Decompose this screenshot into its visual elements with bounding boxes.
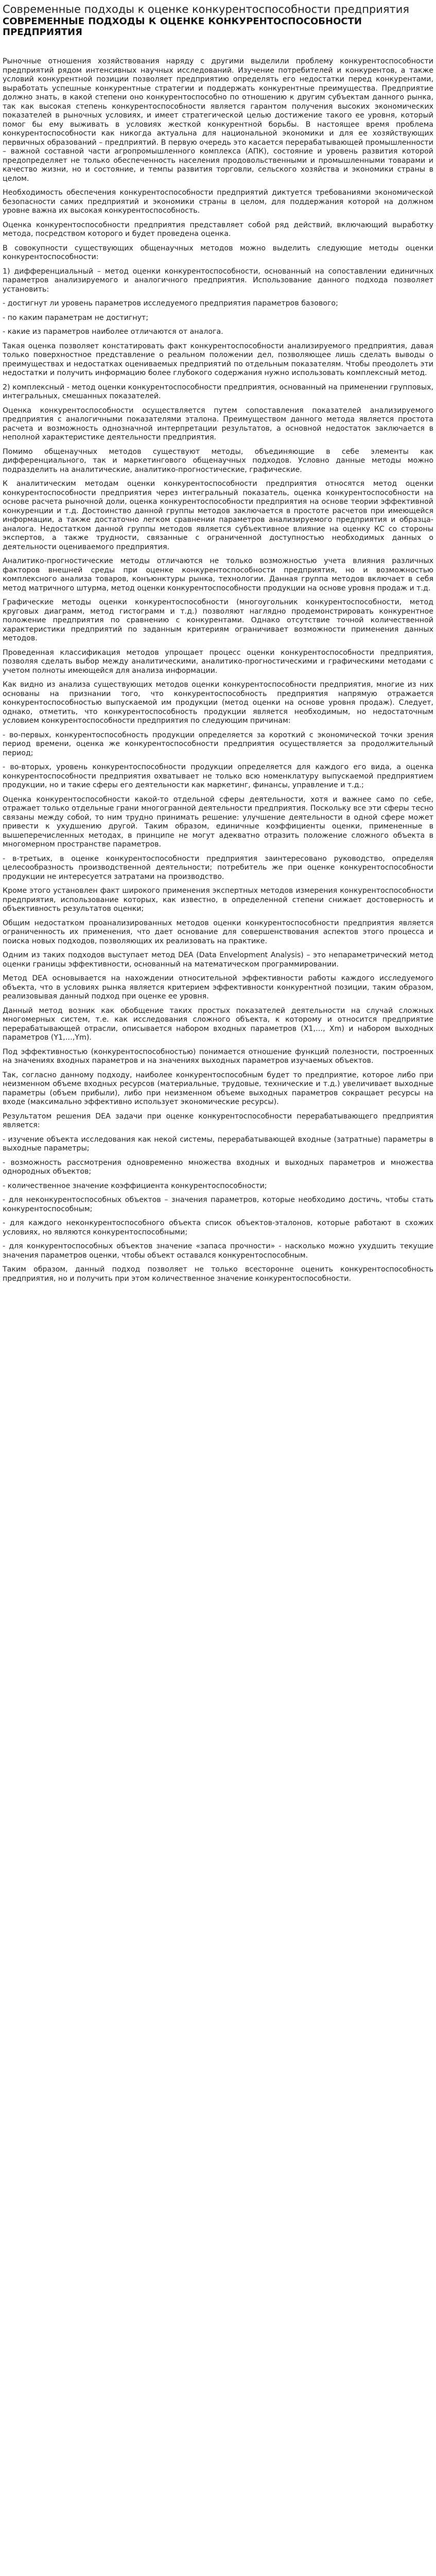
paragraph: Оценка конкурентоспособности осуществляется путем сопоставления показателей анализируемого предприятия с аналогичными показателями эталона. Преимуществом данного метода является простота расчета и возможность однозначной интерпретации результатов, а основной недостаток заключается в неполной характеристике деятельности предприятия.	[3, 406, 433, 442]
paragraph: Таким образом, данный подход позволяет не только всесторонне оценить конкурентоспособность предприятия, но и получить при этом количественное значение конкурентоспособности.	[3, 1265, 433, 1283]
paragraph: Одним из таких подходов выступает метод DEA (Data Envelopment Analysis) – это непараметрический метод оценки границы эффективности, основанный на математическом программировании.	[3, 951, 433, 969]
paragraph: Необходимость обеспечения конкурентоспособности предприятий диктуется требованиями экономической безопасности самих предприятий и экономики страны в целом, для поддержания которой на должном уровне важна их высокая конкурентоспособность.	[3, 189, 433, 215]
paragraph: - количественное значение коэффициента конкурентоспособности;	[3, 1181, 267, 1190]
paragraph: - для неконкурентоспособных объектов – значения параметров, которые необходимо достичь, чтобы стать конкурентоспособным;	[3, 1196, 433, 1213]
article-body	[3, 57, 433, 1283]
paragraph: - достигнут ли уровень параметров исследуемого предприятия параметров базового;	[3, 299, 338, 308]
paragraph: В совокупности существующих общенаучных методов можно выделить следующие методы оценки конкурентоспособности:	[3, 244, 433, 261]
paragraph: - в-третьих, в оценке конкурентоспособности предприятия заинтересовано руководство, определяя целесообразность производственной деятельности; потребитель же при оценке конкурентоспособности продукции не интересуется затратами на производство.	[3, 854, 433, 881]
paragraph: Данный метод возник как обобщение таких простых показателей деятельности на случай сложных многомерных систем, т.е. как исследования сложного объекта, к которому и относится предприятие перерабатывающей отрасли, описывается набором входных параметров (X1,…, Xm) и набором выходных параметров (Y1,…,Ym).	[3, 1006, 433, 1042]
paragraph: Проведенная классификация методов упрощает процесс оценки конкурентоспособности предприятия, позволяя сделать выбор между аналитическими, аналитико-прогностическими и графическими методами с учетом полноты имеющейся для анализа информации.	[3, 648, 433, 675]
paragraph: - по каким параметрам не достигнут;	[3, 313, 149, 322]
paragraph: 1) дифференциальный – метод оценки конкурентоспособности, основанный на сопоставлении единичных параметров анализируемого и аналогичного предприятия. Использование данного подхода позволяет установить:	[3, 267, 433, 294]
paragraph: Такая оценка позволяет констатировать факт конкурентоспособности анализируемого предприятия, давая только поверхностное представление о реальном положении дел, позволяющее лишь сделать выводы о преимуществах и недостатках оцениваемых предприятий по отдельным показателям. Чтобы преодолеть эти недостатки и получить информацию более глубокого содержания нужно использовать комплексный метод.	[3, 342, 433, 377]
paragraph: - для каждого неконкурентоспособного объекта список объектов-эталонов, которые работают в схожих условиях, но являются конкурентоспособными;	[3, 1219, 433, 1236]
paragraph: Под эффективностью (конкурентоспособностью) понимается отношение функций полезности, построенных на значениях входных параметров и на значениях выходных параметров изучаемых объектов.	[3, 1047, 433, 1065]
paragraph: Оценка конкурентоспособности предприятия представляет собой ряд действий, включающий выработку метода, посредством которого и будет проведена оценка.	[3, 221, 433, 238]
paragraph: Так, согласно данному подходу, наиболее конкурентоспособным будет то предприятие, которое либо при неизменном объеме входных ресурсов (материальные, трудовые, технические и т.д.) увеличивает выходные параметры (объем прибыли), либо при неизменном объеме выходных параметров сокращает ресурсы на входе (максимально эффективно использует экономические ресурсы).	[3, 1071, 433, 1106]
paragraph: Кроме этого установлен факт широкого применения экспертных методов измерения конкурентоспособности предприятия, использование которых, как известно, в определенной степени снижает достоверность и объективность результатов оценки;	[3, 887, 433, 913]
paragraph: Как видно из анализа существующих методов оценки конкурентоспособности предприятия, многие из них основаны на признании того, что конкурентоспособность предприятия напрямую отражается конкурентоспособностью выпускаемой им продукции (метод оценки на основе уровня продаж). Следует, однако, отметить, что конкурентоспособность продукции является необходимым, но недостаточным условием конкурентоспособности предприятия по следующим причинам:	[3, 681, 433, 725]
paragraph: - какие из параметров наиболее отличаются от аналога.	[3, 328, 223, 336]
paragraph: - возможность рассмотрения одновременно множества входных и выходных параметров и множества однородных объектов;	[3, 1158, 433, 1176]
paragraph: - во-первых, конкурентоспособность продукции определяется за короткий с экономической точки зрения период времени, оценка же конкурентоспособности предприятия осуществляется за продолжительный период;	[3, 731, 433, 757]
paragraph: - для конкурентоспособных объектов значение «запаса прочности» - насколько можно ухудшить текущие значения параметров оценки, чтобы объект оставался конкурентоспособным.	[3, 1242, 433, 1260]
paragraph: Результатом решения DEA задачи при оценке конкурентоспособности перерабатывающего предприятия является:	[3, 1112, 433, 1129]
paragraph: Помимо общенаучных методов существуют методы, объединяющие в себе элементы как дифференциального, так и маркетингового общенаучных подходов. Условно данные методы можно подразделить на аналитические, аналитико-прогностические, графические.	[3, 447, 433, 474]
paragraph: - изучение объекта исследования как некой системы, перерабатывающей входные (затратные) параметры в выходные параметры;	[3, 1135, 433, 1153]
paragraph: 2) комплексный - метод оценки конкурентоспособности предприятия, основанный на применении групповых, интегральных, смешанных показателей.	[3, 383, 433, 400]
paragraph: К аналитическим методам оценки конкурентоспособности предприятия относятся метод оценки конкурентоспособности предприятия через интегральный показатель, оценка конкурентоспособности на основе расчета рыночной доли, оценка конкурентоспособности предприятия на основе теории эффективной конкуренции и т.д. Достоинство данной группы методов заключается в простоте расчетов при имеющейся информации, а также достаточно легком сравнении параметров анализируемого предприятия и образца-аналога. Недостатком данной группы методов является субъективное влияние на оценку КС со стороны экспертов, а также трудности, связанные с ограниченной доступностью необходимых данных о деятельности оцениваемого предприятия.	[3, 480, 433, 551]
article-heading: СОВРЕМЕННЫЕ ПОДХОДЫ К ОЦЕНКЕ КОНКУРЕНТОСПОСОБНОСТИ ПРЕДПРИЯТИЯ	[3, 16, 362, 38]
paragraph: Аналитико-прогностические методы отличаются не только возможностью учета влияния различных факторов внешней среды при оценке конкурентоспособности предприятия, но и возможностью комплексного анализа товаров, конъюнктуры рынка, технологии. Данная группа методов включает в себя метод матричного штурма, метод оценки конкурентоспособности продукции на основе уровня продаж и т.д.	[3, 557, 433, 592]
paragraph: Общим недостатком проанализированных методов оценки конкурентоспособности предприятия является ограниченность их применения, что дает основание для совершенствования аспектов этого процесса и поиска новых подходов, позволяющих их реализовать на практике.	[3, 919, 433, 945]
paragraph: Метод DEA основывается на нахождении относительной эффективности работы каждого исследуемого объекта, что в условиях рынка является критерием эффективности конкурентной позиции, таким образом, реализовывая данный подход при оценке ее уровня.	[3, 974, 433, 1001]
paragraph: Рыночные отношения хозяйствования наряду с другими выделили проблему конкурентоспособности предприятий рядом интенсивных научных исследований. Изучение потребителей и конкурентов, а также условий конкурентной позиции позволяет предприятию определять его недостатки перед конкурентами, выработать успешные конкурентные стратегии и поддержать конкурентные преимущества. Предприятие должно знать, в какой степени оно конкурентоспособно по отношению к другим субъектам данного рынка, так как высокая степень конкурентоспособности является гарантом получения высоких экономических показателей в рыночных условиях, и имеет стратегической целью достижение такого ее уровня, который помог бы ему выживать в условиях жесткой конкурентной борьбы. В настоящее время проблема конкурентоспособности как никогда актуальна для национальной экономики и для ее хозяйствующих первичных образований – предприятий. В первую очередь это касается перерабатывающей промышленности – важной составной части агропромышленного комплекса (АПК), состояние и уровень развития которой предопределяет не только обеспеченность населения продовольственными и промышленными товарами и качество жизни, но и состояние, и темпы развития торговли, сельского хозяйства и экономики страны в целом.	[3, 57, 433, 183]
paragraph: Графические методы оценки конкурентоспособности (многоугольник конкурентоспособности, метод круговых диаграмм, метод гистограмм и т.д.) позволяют наглядно продемонстрировать конкурентное положение предприятия по сравнению с конкурентами. Однако отсутствие точной количественной характеристики предприятий по заданным критериям ограничивает возможности применения данных методов.	[3, 598, 433, 642]
paragraph: Оценка конкурентоспособности какой-то отдельной сферы деятельности, хотя и важнее само по себе, отражает только отдельные грани многогранной деятельности предприятия. Поскольку все эти сферы тесно связаны между собой, то ним трудно принимать решение: улучшение деятельности в одной сфере может привести к ухудшению другой. Таким образом, единичные коэффициенты оценки, примененные в вышеперечисленных методах, в принципе не могут адекватно отразить положение сложного объекта в многомерном пространстве параметров.	[3, 795, 433, 849]
page-title: Современные подходы к оценке конкурентоспособности предприятия	[3, 3, 410, 15]
paragraph: - во-вторых, уровень конкурентоспособности продукции определяется для каждого его вида, а оценка конкурентоспособности предприятия охватывает не только всю номенклатуру выпускаемой предприятием продукции, но и такие сферы его деятельности как маркетинг, финансы, управление и т.д.;	[3, 763, 433, 789]
